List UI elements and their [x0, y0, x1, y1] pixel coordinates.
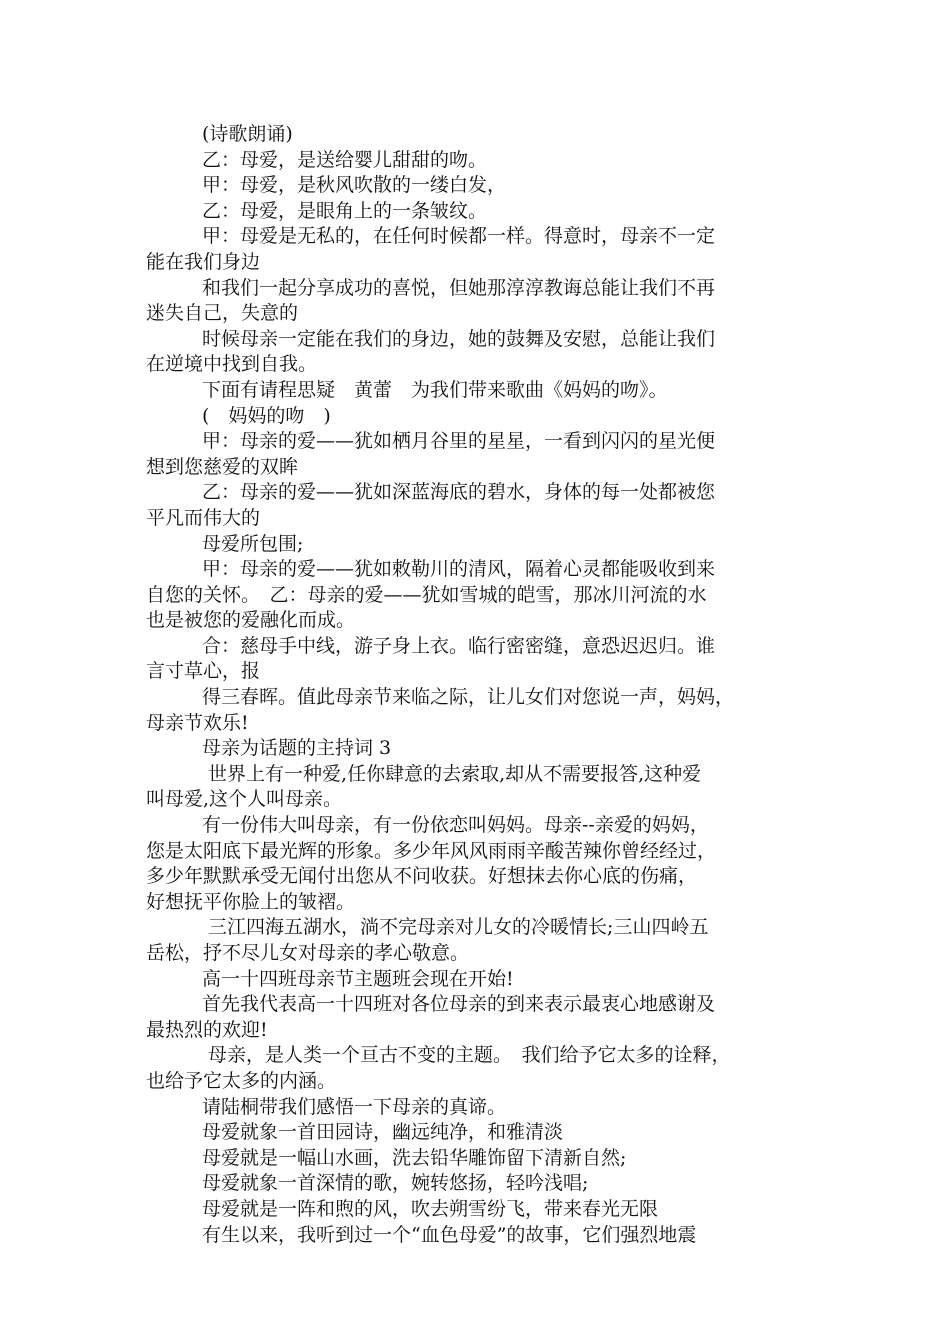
text-line: 也是被您的爱融化而成。 [146, 609, 356, 632]
text-line: 世界上有一种爱,任你肆意的去索取,却从不需要报答,这种爱 [202, 762, 702, 785]
text-line: 甲：母爱是无私的，在任何时候都一样。得意时，母亲不一定 [202, 225, 716, 248]
text-line: 母亲节欢乐! [146, 711, 249, 734]
text-line: 您是太阳底下最光辉的形象。多少年风风雨雨辛酸苦辣你曾经经过， [146, 839, 717, 862]
text-line: 迷失自己，失意的 [146, 302, 299, 325]
text-line: 想到您慈爱的双眸 [146, 455, 299, 478]
text-line: 和我们一起分享成功的喜悦，但她那淳淳教诲总能让我们不再 [202, 276, 716, 299]
text-line: 乙：母亲的爱——犹如深蓝海底的碧水，身体的每一处都被您 [202, 481, 716, 504]
text-line: 母爱就是一幅山水画，洗去铅华雕饰留下清新自然; [202, 1146, 627, 1169]
text-line: 三江四海五湖水，淌不完母亲对儿女的冷暖情长;三山四岭五 [202, 916, 709, 939]
text-line: 乙：母爱，是送给婴儿甜甜的吻。 [202, 148, 488, 171]
text-line: 首先我代表高一十四班对各位母亲的到来表示最衷心地感谢及 [202, 993, 716, 1016]
text-line: 自您的关怀。 乙：母亲的爱——犹如雪城的皑雪，那冰川河流的水 [146, 583, 707, 606]
text-line: 得三春晖。值此母亲节来临之际，让儿女们对您说一声，妈妈， [202, 686, 735, 709]
text-line: 能在我们身边 [146, 250, 261, 273]
text-line: 时候母亲一定能在我们的身边，她的鼓舞及安慰，总能让我们 [202, 327, 716, 350]
text-line: 在逆境中找到自我。 [146, 353, 318, 376]
text-line: 有生以来，我听到过一个“血色母爱”的故事，它们强烈地震 [202, 1223, 697, 1246]
text-line: 也给予它太多的内涵。 [146, 1069, 337, 1092]
text-line: 乙：母爱，是眼角上的一条皱纹。 [202, 199, 488, 222]
text-line: 母爱就是一阵和煦的风，吹去朔雪纷飞，带来春光无限 [202, 1197, 659, 1220]
text-line: 平凡而伟大的 [146, 506, 261, 529]
text-line: 最热烈的欢迎! [146, 1018, 268, 1041]
text-line: 下面有请程思疑 黄蕾 为我们带来歌曲《妈妈的吻》。 [202, 378, 668, 401]
text-line: 甲：母亲的爱——犹如敕勒川的清风，隔着心灵都能吸收到来 [202, 558, 716, 581]
text-line: (诗歌朗诵) [202, 123, 293, 145]
text-line: 多少年默默承受无闻付出您从不问收获。好想抹去你心底的伤痛， [146, 865, 698, 888]
text-line: 甲：母爱，是秋风吹散的一缕白发， [202, 174, 507, 197]
text-line: 有一份伟大叫母亲，有一份依恋叫妈妈。母亲--亲爱的妈妈， [202, 814, 709, 837]
text-line: ( 妈妈的吻 ) [202, 404, 331, 427]
text-line: 请陆桐带我们感悟一下母亲的真谛。 [202, 1095, 507, 1118]
text-line: 合：慈母手中线，游子身上衣。临行密密缝，意恐迟迟归。谁 [202, 634, 716, 657]
text-line: 岳松，抒不尽儿女对母亲的孝心敬意。 [146, 942, 470, 964]
text-line: 言寸草心，报 [146, 660, 261, 683]
text-line: 母亲，是人类一个亘古不变的主题。 我们给予它太多的诠释， [202, 1044, 731, 1067]
text-line: 甲：母亲的爱——犹如栖月谷里的星星，一看到闪闪的星光便 [202, 430, 716, 453]
document-body [146, 122, 810, 1248]
text-line: 好想抚平你脸上的皱褶。 [146, 890, 356, 913]
text-line: 高一十四班母亲节主题班会现在开始! [202, 967, 514, 990]
text-line: 叫母爱,这个人叫母亲。 [146, 788, 343, 811]
text-line: 母亲为话题的主持词 3 [202, 737, 392, 760]
text-line: 母爱就象一首深情的歌，婉转悠扬，轻吟浅唱; [202, 1172, 589, 1195]
text-line: 母爱所包围; [202, 532, 304, 555]
text-line: 母爱就象一首田园诗，幽远纯净，和雅清淡 [202, 1121, 564, 1144]
